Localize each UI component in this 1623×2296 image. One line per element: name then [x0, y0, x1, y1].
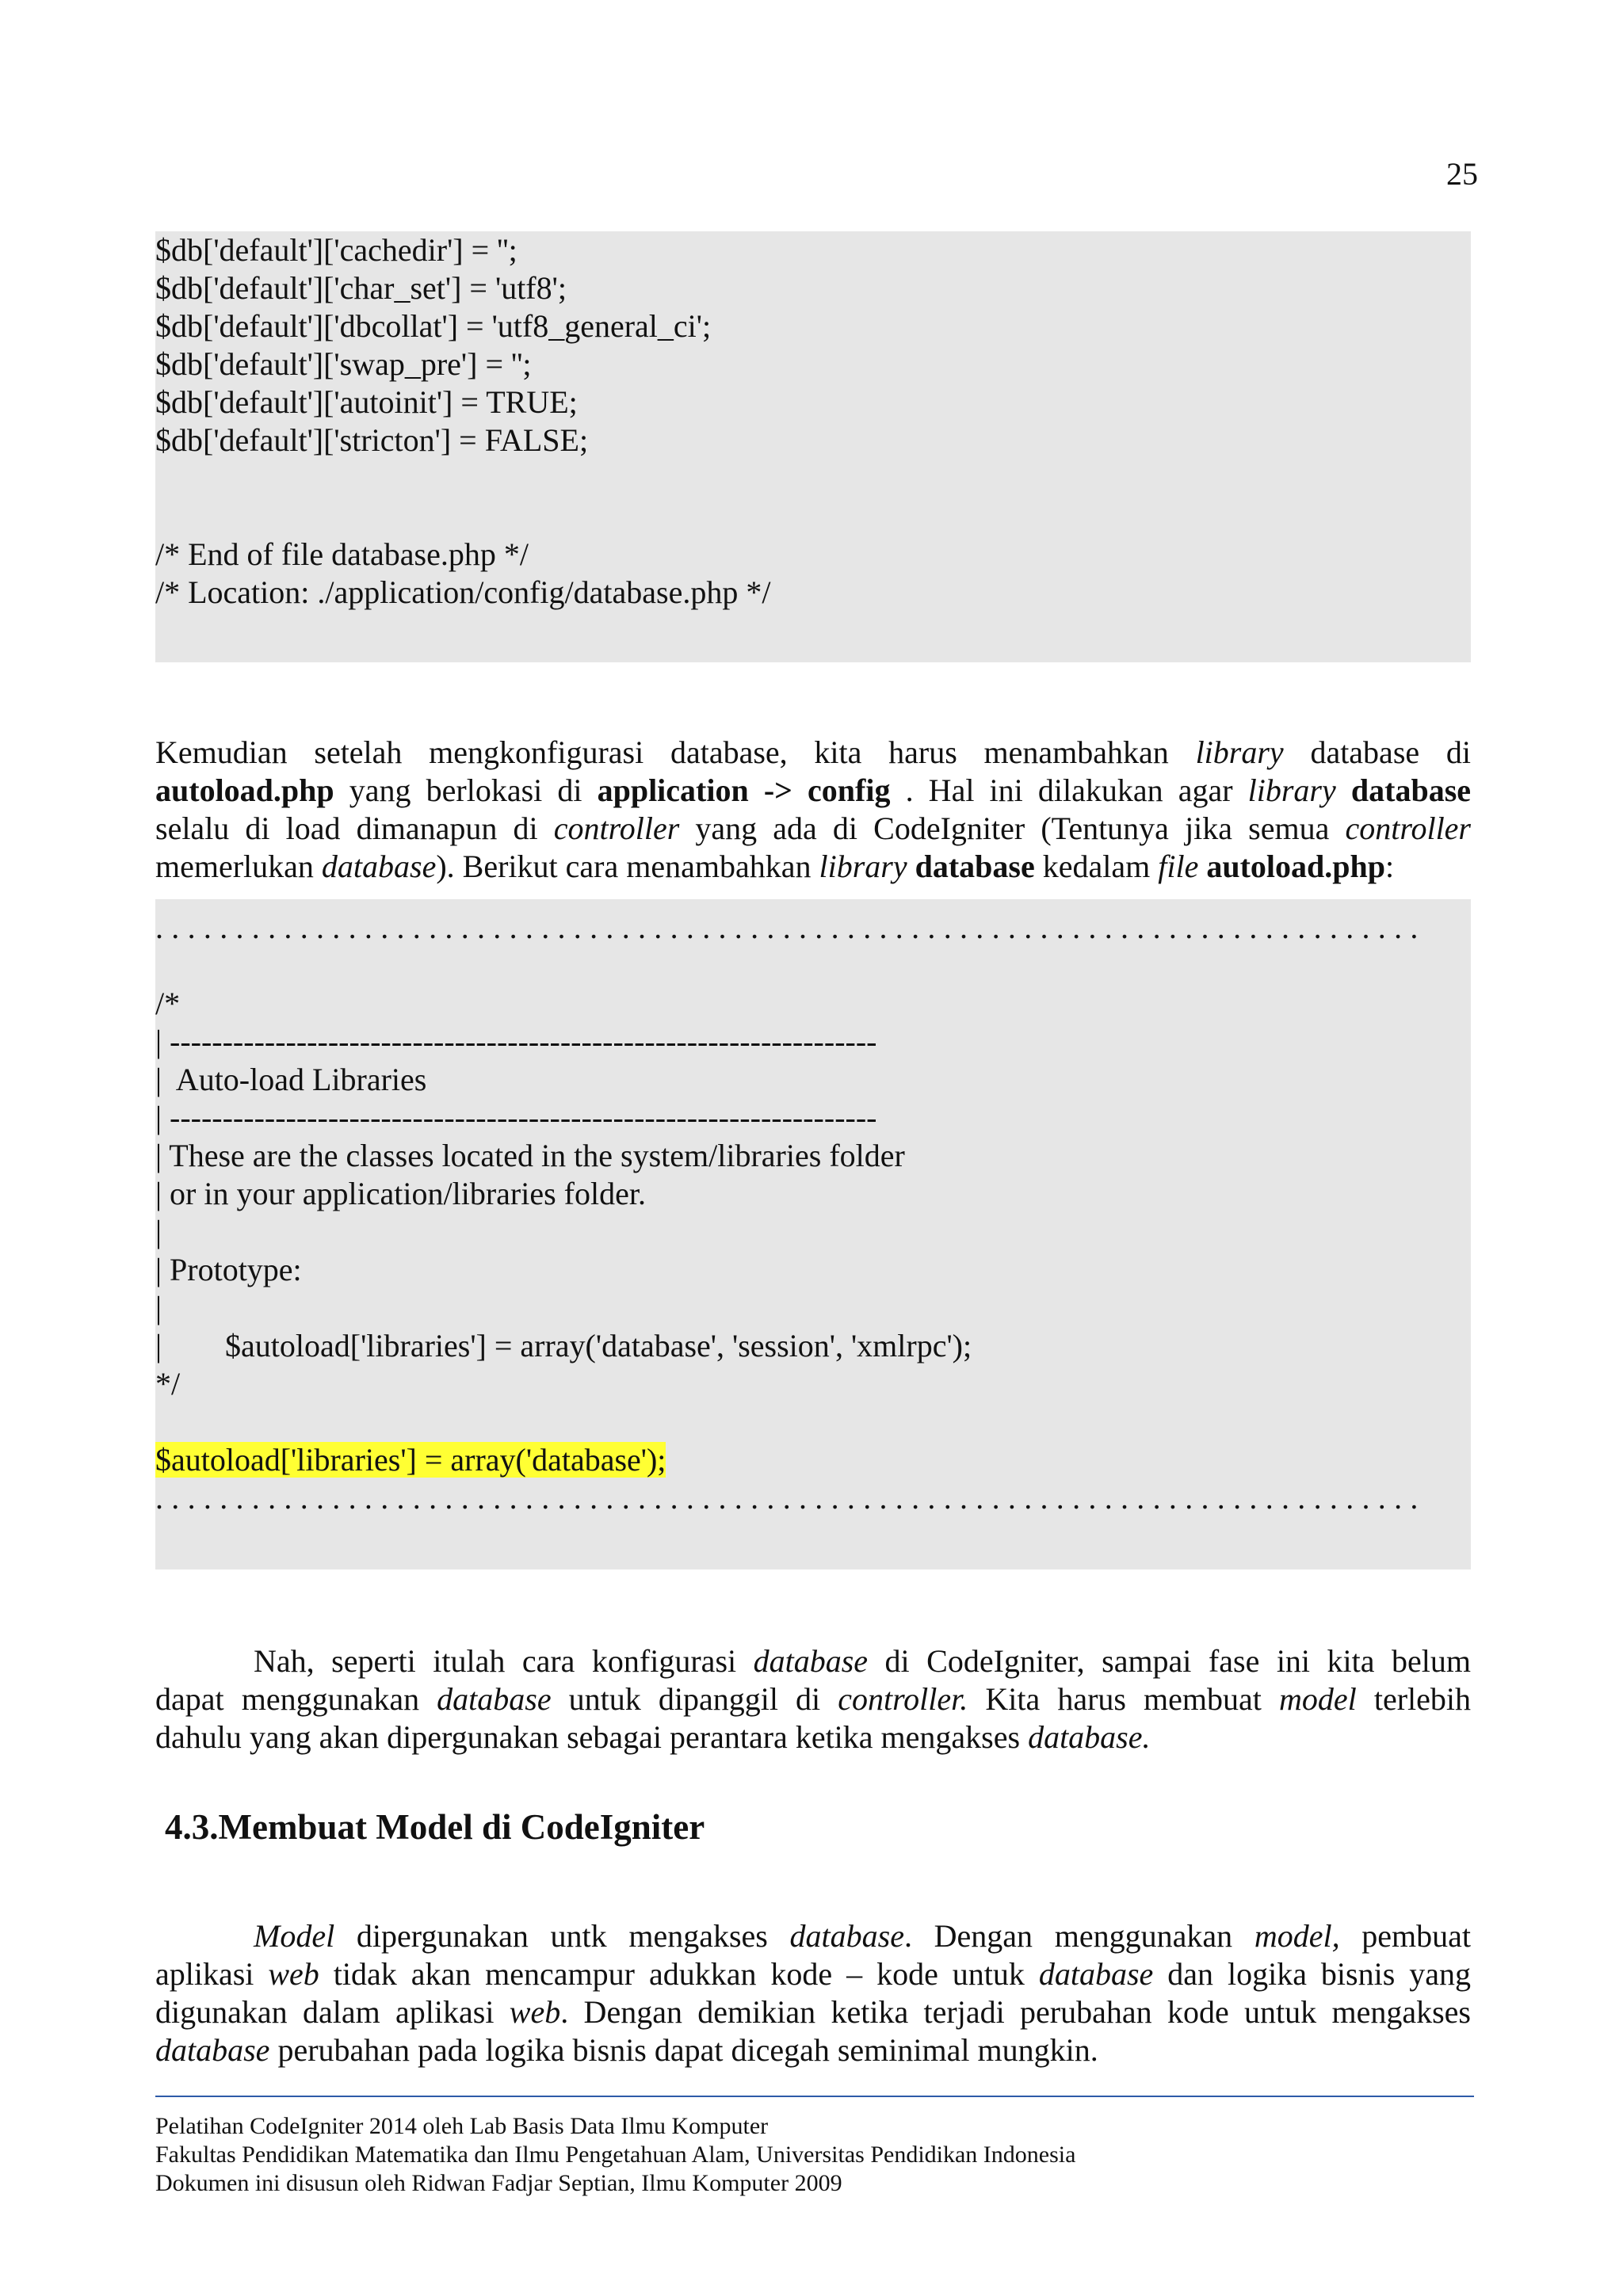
code-line: | -------------------------------------------------------------------: [155, 1100, 877, 1135]
code-line: $db['default']['cachedir'] = '';: [155, 232, 517, 268]
ellipsis-line: ...............................................................................: [155, 1480, 1426, 1516]
code-line: [155, 460, 1471, 498]
code-line: [155, 498, 1471, 536]
footer-line: Dokumen ini disusun oleh Ridwan Fadjar Septian, Ilmu Komputer 2009: [155, 2170, 842, 2196]
code-line: /* End of file database.php */: [155, 536, 529, 572]
paragraph-autoload-intro: Kemudian setelah mengkonfigurasi database, kita harus menambahkan library database di autoload.php yang berlokasi di application -> config . Hal ini dilakukan agar library database selalu di load dimanapun di controller yang ada di CodeIgniter (Tentunya jika semua controller memerlukan database). Berikut cara menambahkan library database kedalam file autoload.php:: [155, 734, 1472, 884]
code-line: $db['default']['swap_pre'] = '';: [155, 346, 532, 382]
code-line: /* Location: ./application/config/database.php */: [155, 574, 771, 610]
highlighted-code-line: $autoload['libraries'] = array('database');: [155, 1442, 666, 1478]
code-line: $db['default']['char_set'] = 'utf8';: [155, 270, 567, 306]
code-line: |: [155, 1214, 162, 1249]
footer: [155, 2112, 1075, 2198]
page-number: 25: [1446, 156, 1478, 192]
code-line: | Prototype:: [155, 1252, 302, 1287]
code-line: | $autoload['libraries'] = array('database', 'session', 'xmlrpc');: [155, 1328, 972, 1363]
code-block-autoload: [155, 899, 1471, 1569]
code-line: */: [155, 1366, 181, 1402]
footer-divider: [155, 2096, 1474, 2097]
code-line: | Auto-load Libraries: [155, 1062, 427, 1097]
code-line: $db['default']['stricton'] = FALSE;: [155, 422, 589, 458]
code-line: | or in your application/libraries folder.: [155, 1176, 646, 1211]
section-heading: 4.3.Membuat Model di CodeIgniter: [165, 1807, 705, 1847]
paragraph-model-intro: Model dipergunakan untk mengakses database. Dengan menggunakan model, pembuat aplikasi web tidak akan mencampur adukkan kode – kode untuk database dan logika bisnis yang digunakan dalam aplikasi web. Dengan demikian ketika terjadi perubahan kode untuk mengakses database perubahan pada logika bisnis dapat dicegah seminimal mungkin.: [155, 1918, 1471, 2068]
footer-line: Fakultas Pendidikan Matematika dan Ilmu Pengetahuan Alam, Universitas Pendidikan Indonesia: [155, 2142, 1076, 2168]
paragraph-closing-config: Nah, seperti itulah cara konfigurasi database di CodeIgniter, sampai fase ini kita belum dapat menggunakan database untuk dipanggil di controller. Kita harus membuat model terlebih dahulu yang akan dipergunakan sebagai perantara ketika mengakses database.: [155, 1643, 1472, 1755]
code-line: $db['default']['dbcollat'] = 'utf8_general_ci';: [155, 308, 712, 344]
code-line: | -------------------------------------------------------------------: [155, 1024, 877, 1059]
code-line: | These are the classes located in the system/libraries folder: [155, 1138, 905, 1173]
footer-line: Pelatihan CodeIgniter 2014 oleh Lab Basis Data Ilmu Komputer: [155, 2113, 769, 2139]
code-block-database-config: [155, 231, 1471, 662]
ellipsis-line: ...............................................................................: [155, 910, 1426, 945]
code-line: $db['default']['autoinit'] = TRUE;: [155, 384, 578, 420]
code-line: |: [155, 1290, 162, 1325]
code-line: /*: [155, 986, 181, 1021]
